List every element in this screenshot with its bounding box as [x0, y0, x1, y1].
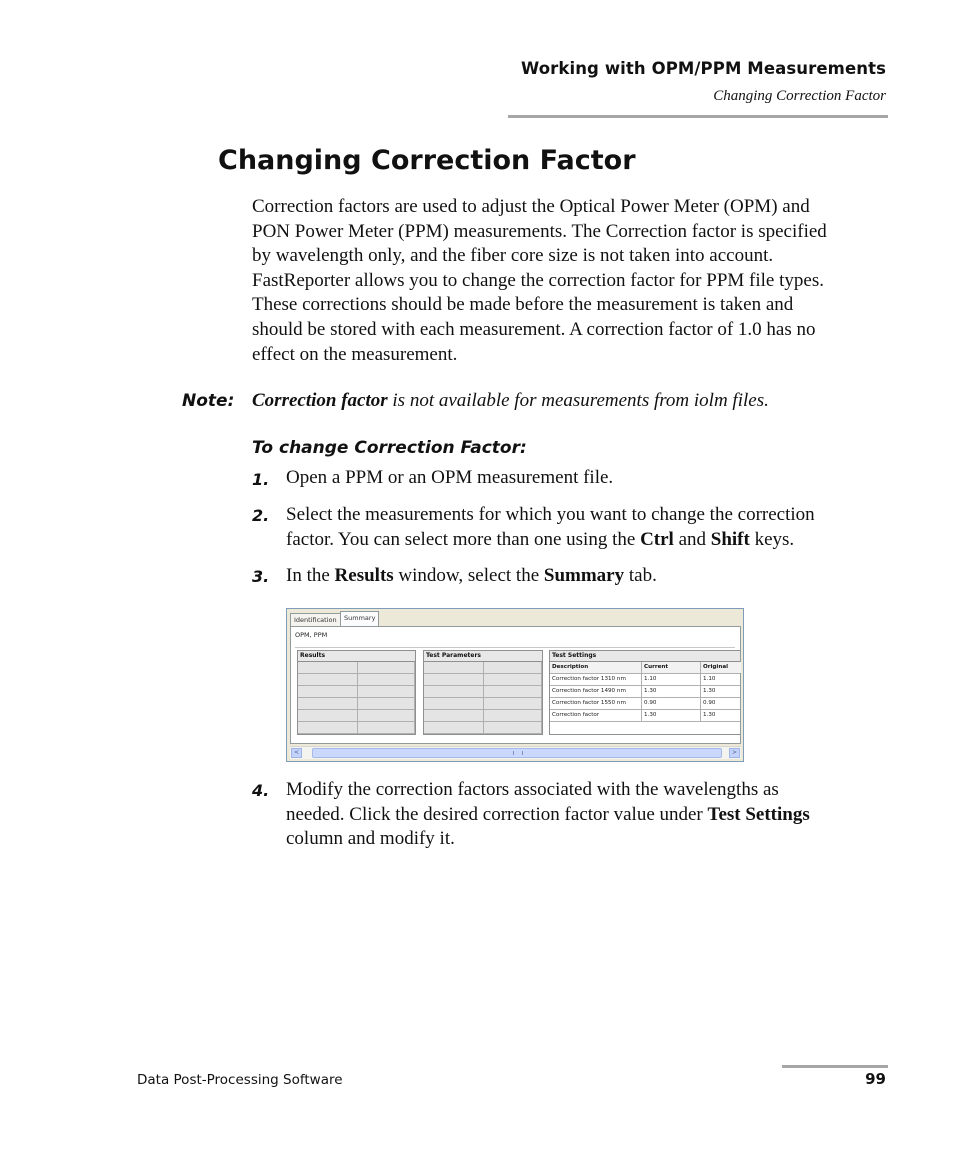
table-header-row	[550, 662, 740, 674]
procedure-heading: To change Correction Factor:	[252, 438, 527, 458]
column-header-original[interactable]: Original	[701, 662, 741, 673]
table-row	[298, 686, 415, 698]
table-cell-description: Correction factor	[550, 710, 642, 721]
running-header-chapter: Working with OPM/PPM Measurements	[521, 59, 886, 78]
step-line: Modify the correction factors associated with the wavelengths as	[286, 779, 779, 800]
summary-tab-term: Summary	[543, 565, 625, 586]
note-bold: Correction factor	[252, 390, 388, 411]
file-type-label: OPM, PPM	[295, 631, 328, 639]
step-text-run: needed. Click the desired correction factor value under	[286, 803, 708, 825]
test-settings-group-title: Test Settings	[550, 651, 740, 662]
table-cell-current[interactable]: 1.30	[642, 710, 701, 721]
table-row	[550, 686, 740, 698]
table-row	[298, 662, 415, 674]
key-shift: Shift	[710, 528, 750, 550]
page-number: 99	[865, 1070, 886, 1088]
table-cell-description: Correction factor 1310 nm	[550, 674, 642, 685]
table-cell	[298, 710, 358, 721]
step-number: 4.	[252, 781, 270, 800]
table-cell	[358, 686, 415, 697]
table-cell	[424, 722, 484, 733]
table-cell	[298, 674, 358, 685]
table-cell	[358, 662, 415, 673]
table-cell	[298, 722, 358, 733]
table-cell-current[interactable]: 1.10	[642, 674, 701, 685]
intro-line: by wavelength only, and the fiber core size is not taken into account.	[252, 245, 774, 267]
header-rule	[508, 115, 888, 118]
table-row	[550, 710, 740, 722]
table-cell	[298, 686, 358, 697]
step-text-run: factor. You can select more than one using the	[286, 528, 641, 550]
table-cell-original: 1.30	[703, 712, 716, 718]
step-text	[286, 778, 896, 852]
intro-line: FastReporter allows you to change the correction factor for PPM file types.	[252, 269, 824, 291]
table-cell-current[interactable]: 1.30	[642, 686, 701, 697]
table-row	[550, 698, 740, 710]
step-text	[286, 466, 896, 491]
test-parameters-group	[423, 650, 543, 735]
step-line: Select the measurements for which you want to change the correction	[286, 504, 815, 525]
note-text	[252, 390, 769, 412]
table-cell	[298, 698, 358, 709]
table-cell-description: Correction factor 1490 nm	[550, 686, 642, 697]
step-text-run: window, select the	[393, 565, 544, 586]
page-title: Changing Correction Factor	[218, 145, 636, 176]
results-group	[297, 650, 416, 735]
key-ctrl: Ctrl	[640, 528, 674, 550]
results-group-title: Results	[298, 651, 415, 662]
table-cell	[484, 674, 542, 685]
step-line	[286, 803, 896, 828]
table-cell	[484, 662, 542, 673]
step-line	[286, 564, 896, 589]
test-parameters-group-title: Test Parameters	[424, 651, 542, 662]
table-cell	[424, 662, 484, 673]
table-cell	[358, 698, 415, 709]
step-number: 1.	[252, 470, 270, 489]
table-cell	[358, 710, 415, 721]
scroll-left-arrow-icon[interactable]: <	[291, 748, 302, 758]
table-cell	[424, 686, 484, 697]
table-cell-original: 1.10	[703, 676, 716, 682]
table-row	[424, 686, 542, 698]
grip-icon	[513, 751, 523, 755]
step-text-run: In the	[286, 565, 335, 586]
column-header-description[interactable]: Description	[550, 662, 642, 673]
table-row	[424, 674, 542, 686]
intro-line: should be stored with each measurement. A correction factor of 1.0 has no	[252, 318, 816, 340]
table-cell	[424, 710, 484, 721]
table-row	[298, 710, 415, 722]
footer-document-title: Data Post-Processing Software	[137, 1072, 343, 1088]
table-cell-description: Correction factor 1550 nm	[550, 698, 642, 709]
intro-line: effect on the measurement.	[252, 343, 458, 365]
table-cell	[484, 710, 542, 721]
table-row	[550, 674, 740, 686]
table-row	[298, 722, 415, 734]
intro-paragraph	[252, 195, 892, 367]
scroll-thumb[interactable]	[312, 748, 722, 758]
step-text	[286, 503, 896, 552]
table-cell	[358, 722, 415, 733]
table-row	[298, 674, 415, 686]
table-cell	[424, 674, 484, 685]
intro-line: These corrections should be made before the measurement is taken and	[252, 294, 794, 316]
scroll-right-arrow-icon[interactable]: >	[729, 748, 740, 758]
step-line: column and modify it.	[286, 828, 455, 850]
test-settings-term: Test Settings	[707, 803, 810, 825]
step-text	[286, 564, 896, 589]
table-cell	[484, 698, 542, 709]
tab-summary[interactable]: Summary	[340, 611, 379, 627]
table-row	[298, 698, 415, 710]
table-row	[424, 710, 542, 722]
step-number: 3.	[252, 567, 270, 586]
table-cell-current[interactable]: 0.90	[642, 698, 701, 709]
table-cell	[298, 662, 358, 673]
divider	[295, 647, 735, 648]
intro-line: Correction factors are used to adjust the Optical Power Meter (OPM) and	[252, 196, 810, 217]
table-cell	[358, 674, 415, 685]
table-cell	[424, 698, 484, 709]
test-settings-group	[549, 650, 740, 735]
horizontal-scrollbar[interactable]	[290, 746, 741, 759]
note-rest: is not available for measurements from iolm files.	[387, 390, 769, 411]
table-cell-original: 1.30	[703, 688, 716, 694]
table-cell	[484, 722, 542, 733]
results-window-term: Results	[334, 565, 394, 586]
footer-rule	[782, 1065, 888, 1068]
step-line: Open a PPM or an OPM measurement file.	[286, 467, 614, 488]
table-row	[424, 722, 542, 734]
table-cell-original: 0.90	[703, 700, 716, 706]
tab-identification[interactable]: Identification	[290, 613, 341, 627]
step-number: 2.	[252, 506, 270, 525]
table-row	[424, 662, 542, 674]
step-line	[286, 528, 896, 553]
note-label: Note:	[182, 391, 235, 411]
results-window-screenshot	[286, 608, 744, 762]
step-text-run: keys.	[749, 528, 795, 550]
step-text-run: and	[673, 528, 711, 550]
column-header-current[interactable]: Current	[642, 662, 701, 673]
running-header-section: Changing Correction Factor	[713, 88, 886, 104]
intro-line: PON Power Meter (PPM) measurements. The Correction factor is specified	[252, 220, 827, 242]
table-cell	[484, 686, 542, 697]
step-text-run: tab.	[624, 565, 657, 586]
table-row	[424, 698, 542, 710]
summary-panel	[290, 626, 741, 744]
